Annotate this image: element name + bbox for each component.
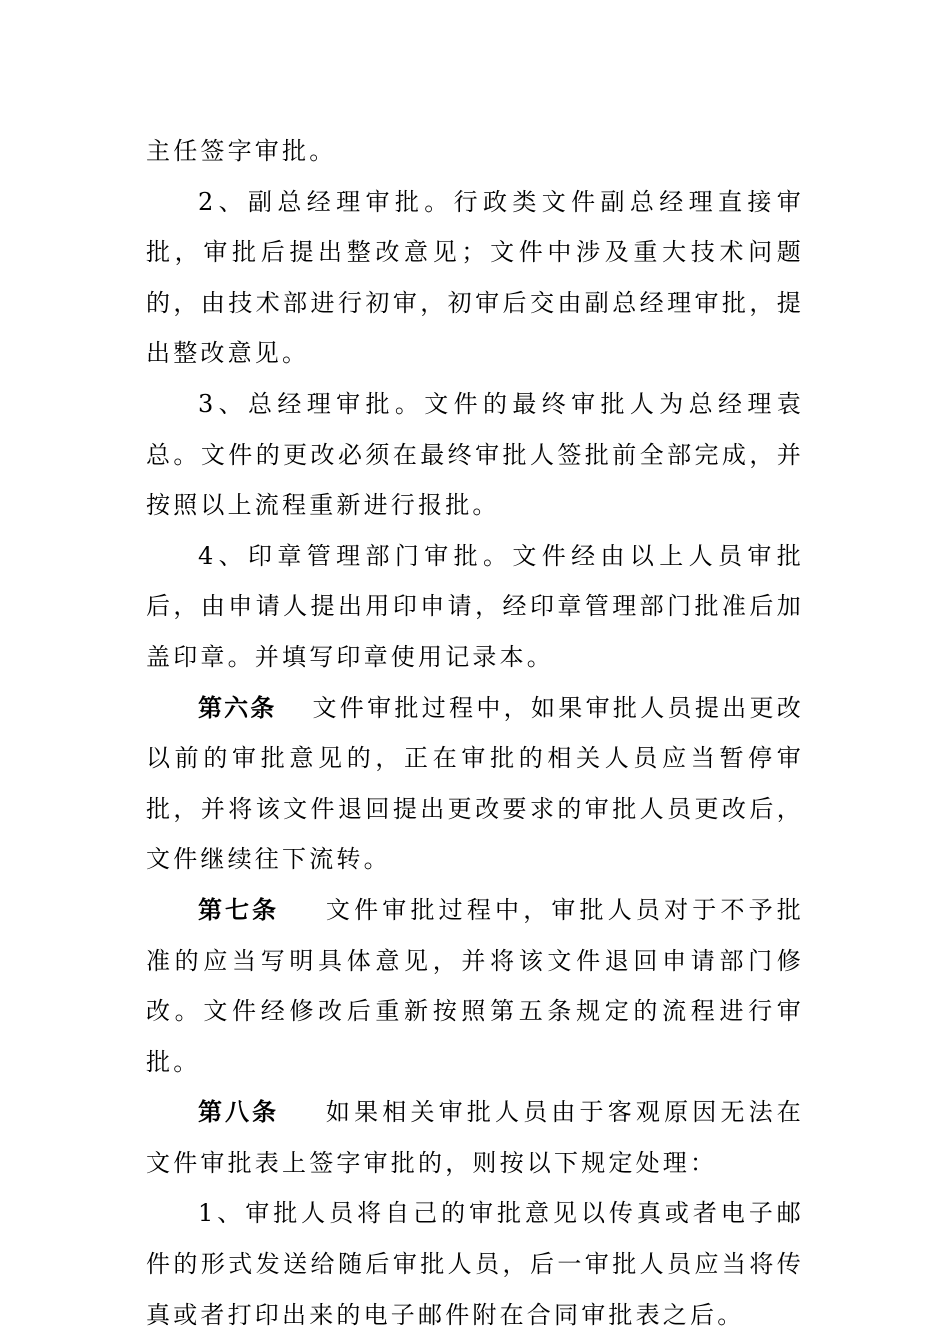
article-6 [146, 683, 804, 885]
article-8-text: 如果相关审批人员由于客观原因无法在文件审批表上签字审批的，则按以下规定处理： [146, 1098, 805, 1177]
article-8-label: 第八条 [198, 1097, 279, 1127]
paragraph-continuation: 主任签字审批。 [146, 137, 337, 165]
article-7-text: 文件审批过程中，审批人员对于不予批准的应当写明具体意见，并将该文件退回申请部门修改。文件经修改后重新按照第五条规定的流程进行审批。 [146, 895, 805, 1076]
paragraph-item-2: 2、副总经理审批。行政类文件副总经理直接审批，审批后提出整改意见；文件中涉及重大技术问题的，由技术部进行初审，初审后交由副总经理审批，提出整改意见。 [146, 187, 804, 368]
document-page [146, 126, 804, 1340]
article-6-text: 文件审批过程中，如果审批人员提出更改以前的审批意见的，正在审批的相关人员应当暂停审批，并将该文件退回提出更改要求的审批人员更改后，文件继续往下流转。 [146, 693, 804, 874]
article-8 [146, 1087, 804, 1188]
paragraph-item-4: 4、印章管理部门审批。文件经由以上人员审批后，由申请人提出用印申请，经印章管理部门批准后加盖印章。并填写印章使用记录本。 [146, 541, 804, 671]
article-6-label: 第六条 [198, 692, 277, 722]
paragraph-item-3: 3、总经理审批。文件的最终审批人为总经理袁总。文件的更改必须在最终审批人签批前全部完成，并按照以上流程重新进行报批。 [146, 389, 804, 520]
article-7 [146, 885, 804, 1087]
paragraph-item-1: 1、审批人员将自己的审批意见以传真或者电子邮件的形式发送给随后审批人员，后一审批人员应当将传真或者打印出来的电子邮件附在合同审批表之后。 [146, 1199, 804, 1329]
article-7-label: 第七条 [198, 894, 279, 924]
